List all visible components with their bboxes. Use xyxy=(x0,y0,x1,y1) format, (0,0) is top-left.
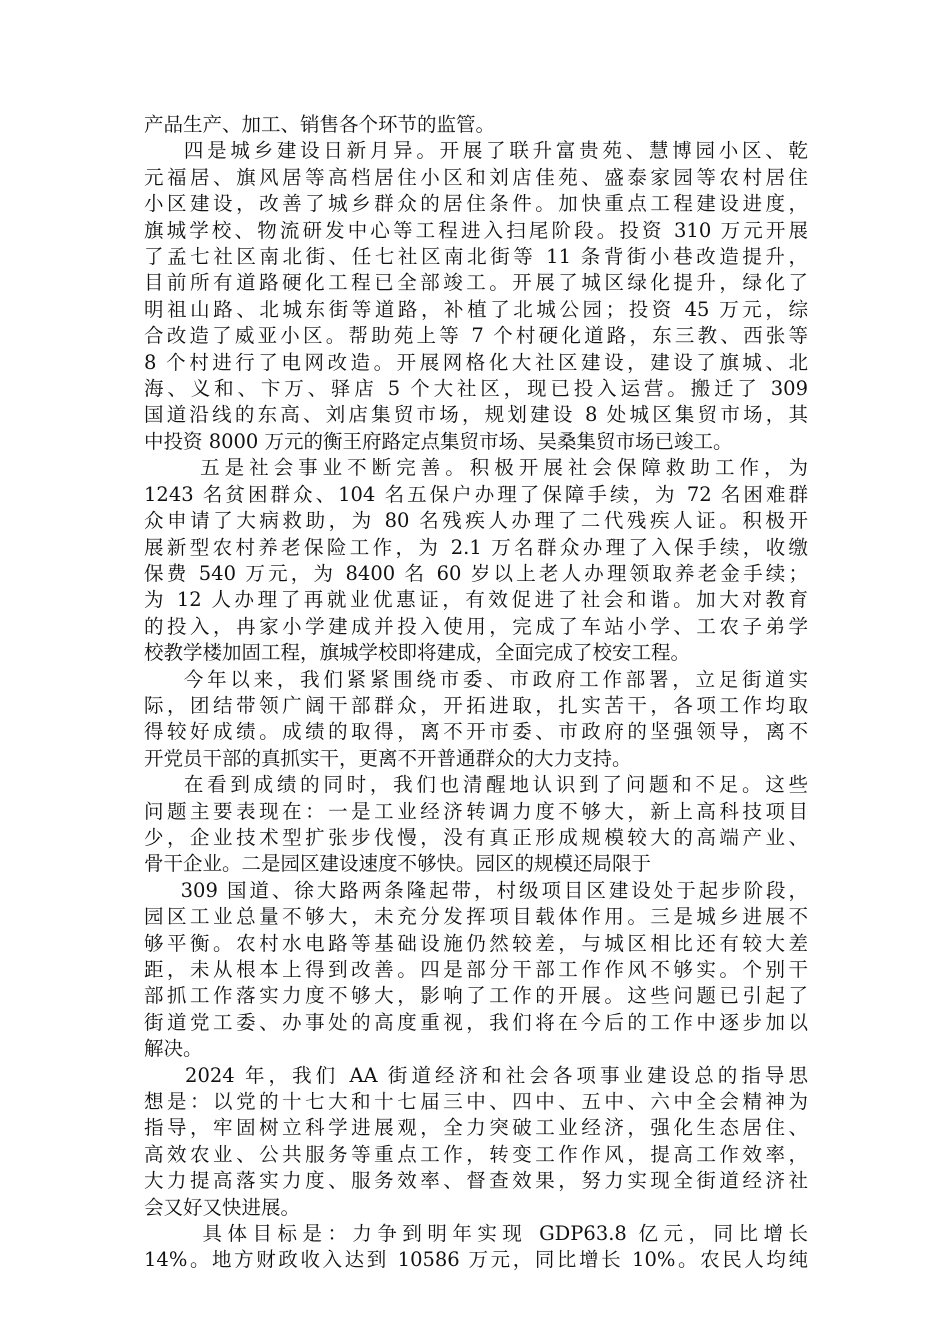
text-line: 产品生产、加工、销售各个环节的监管。 xyxy=(144,113,496,136)
text-line: 8 个村进行了电网改造。开展网格化大社区建设，建设了旗城、北 xyxy=(144,350,808,374)
text-line: 明祖山路、北城东街等道路，补植了北城公园；投资 45 万元，综 xyxy=(144,297,808,321)
text-line: 2024 年，我们 AA 街道经济和社会各项事业建设总的指导思 xyxy=(144,1063,808,1087)
text-line: 中投资 8000 万元的衡王府路定点集贸市场、吴桑集贸市场已竣工。 xyxy=(144,429,733,453)
text-line: 展新型农村养老保险工作，为 2.1 万名群众办理了入保手续，收缴 xyxy=(144,535,808,559)
text-line: 目前所有道路硬化工程已全部竣工。开展了城区绿化提升，绿化了 xyxy=(144,271,808,295)
text-line: 元福居、旗风居等高档居住小区和刘店佳苑、盛泰家园等农村居住 xyxy=(144,165,808,189)
text-line: 五是社会事业不断完善。积极开展社会保障救助工作，为 xyxy=(144,456,808,480)
text-line: 众申请了大病救助，为 80 名残疾人办理了二代残疾人证。积极开 xyxy=(144,509,808,533)
text-line: 309 国道、徐大路两条隆起带，村级项目区建设处于起步阶段， xyxy=(144,878,808,902)
text-line: 高效农业、公共服务等重点工作，转变工作作风，提高工作效率， xyxy=(144,1142,808,1166)
text-line: 在看到成绩的同时，我们也清醒地认识到了问题和不足。这些 xyxy=(144,773,808,797)
paragraph-7 xyxy=(144,1063,808,1221)
text-line: 想是：以党的十七大和十七届三中、四中、五中、六中全会精神为 xyxy=(144,1090,808,1114)
text-line: 四是城乡建设日新月异。开展了联升富贵苑、慧博园小区、乾 xyxy=(144,139,808,163)
paragraph-3 xyxy=(144,455,808,666)
text-line: 保费 540 万元，为 8400 名 60 岁以上老人办理领取养老金手续； xyxy=(144,561,808,585)
text-line: 海、义和、卞万、驿店 5 个大社区，现已投入运营。搬迁了 309 xyxy=(144,377,808,401)
text-line: 少，企业技术型扩张步伐慢，没有真正形成规模较大的高端产业、 xyxy=(144,825,808,849)
document-page xyxy=(144,112,808,1274)
text-line: 旗城学校、物流研发中心等工程进入扫尾阶段。投资 310 万元开展 xyxy=(144,218,808,242)
text-line: 部抓工作落实力度不够大，影响了工作的开展。这些问题已引起了 xyxy=(144,984,808,1008)
paragraph-4 xyxy=(144,667,808,773)
text-line: 指导，牢固树立科学进展观，全力突破工业经济，强化生态居住、 xyxy=(144,1116,808,1140)
text-line: 今年以来，我们紧紧围绕市委、市政府工作部署，立足街道实 xyxy=(144,667,808,691)
text-line: 会又好又快进展。 xyxy=(144,1195,301,1219)
text-line: 距，未从根本上得到改善。四是部分干部工作作风不够实。个别干 xyxy=(144,958,808,981)
text-line: 了孟七社区南北街、任七社区南北街等 11 条背街小巷改造提升， xyxy=(144,245,808,269)
text-line: 具体目标是：力争到明年实现 GDP63.8 亿元，同比增长 xyxy=(144,1222,808,1246)
paragraph-2 xyxy=(144,138,808,455)
text-line: 为 12 人办理了再就业优惠证，有效促进了社会和谐。加大对教育 xyxy=(144,588,808,612)
text-line: 国道沿线的东高、刘店集贸市场，规划建设 8 处城区集贸市场，其 xyxy=(144,403,808,427)
text-line: 的投入，冉家小学建成并投入使用，完成了车站小学、工农子弟学 xyxy=(144,614,808,638)
text-line: 大力提高落实力度、服务效率、督查效果，努力实现全街道经济社 xyxy=(144,1169,808,1193)
text-line: 小区建设，改善了城乡群众的居住条件。加快重点工程建设进度， xyxy=(144,192,808,216)
text-line: 得较好成绩。成绩的取得，离不开市委、市政府的坚强领导，离不 xyxy=(144,720,808,744)
paragraph-8 xyxy=(144,1221,808,1274)
text-line: 1243 名贫困群众、104 名五保户办理了保障手续，为 72 名困难群 xyxy=(144,482,808,506)
text-line: 校教学楼加固工程，旗城学校即将建成，全面完成了校安工程。 xyxy=(144,641,691,665)
text-line: 问题主要表现在：一是工业经济转调力度不够大，新上高科技项目 xyxy=(144,799,808,823)
text-line: 解决。 xyxy=(144,1037,203,1061)
text-line: 园区工业总量不够大，未充分发挥项目载体作用。三是城乡进展不 xyxy=(144,905,808,929)
text-line: 合改造了威亚小区。帮助苑上等 7 个村硬化道路，东三教、西张等 xyxy=(144,324,808,348)
paragraph-1 xyxy=(144,112,808,138)
text-line: 开党员干部的真抓实干，更离不开普通群众的大力支持。 xyxy=(144,746,632,770)
text-line: 际，团结带领广阔干部群众，开拓进取，扎实苦干，各项工作均取 xyxy=(144,693,808,717)
paragraph-5 xyxy=(144,772,808,878)
text-line: 骨干企业。二是园区建设速度不够快。园区的规模还局限于 xyxy=(144,852,652,876)
text-line: 14%。地方财政收入达到 10586 万元，同比增长 10%。农民人均纯 xyxy=(144,1248,808,1272)
text-line: 够平衡。农村水电路等基础设施仍然较差，与城区相比还有较大差 xyxy=(144,931,808,955)
paragraph-6 xyxy=(144,878,808,1063)
text-line: 街道党工委、办事处的高度重视，我们将在今后的工作中逐步加以 xyxy=(144,1010,808,1034)
